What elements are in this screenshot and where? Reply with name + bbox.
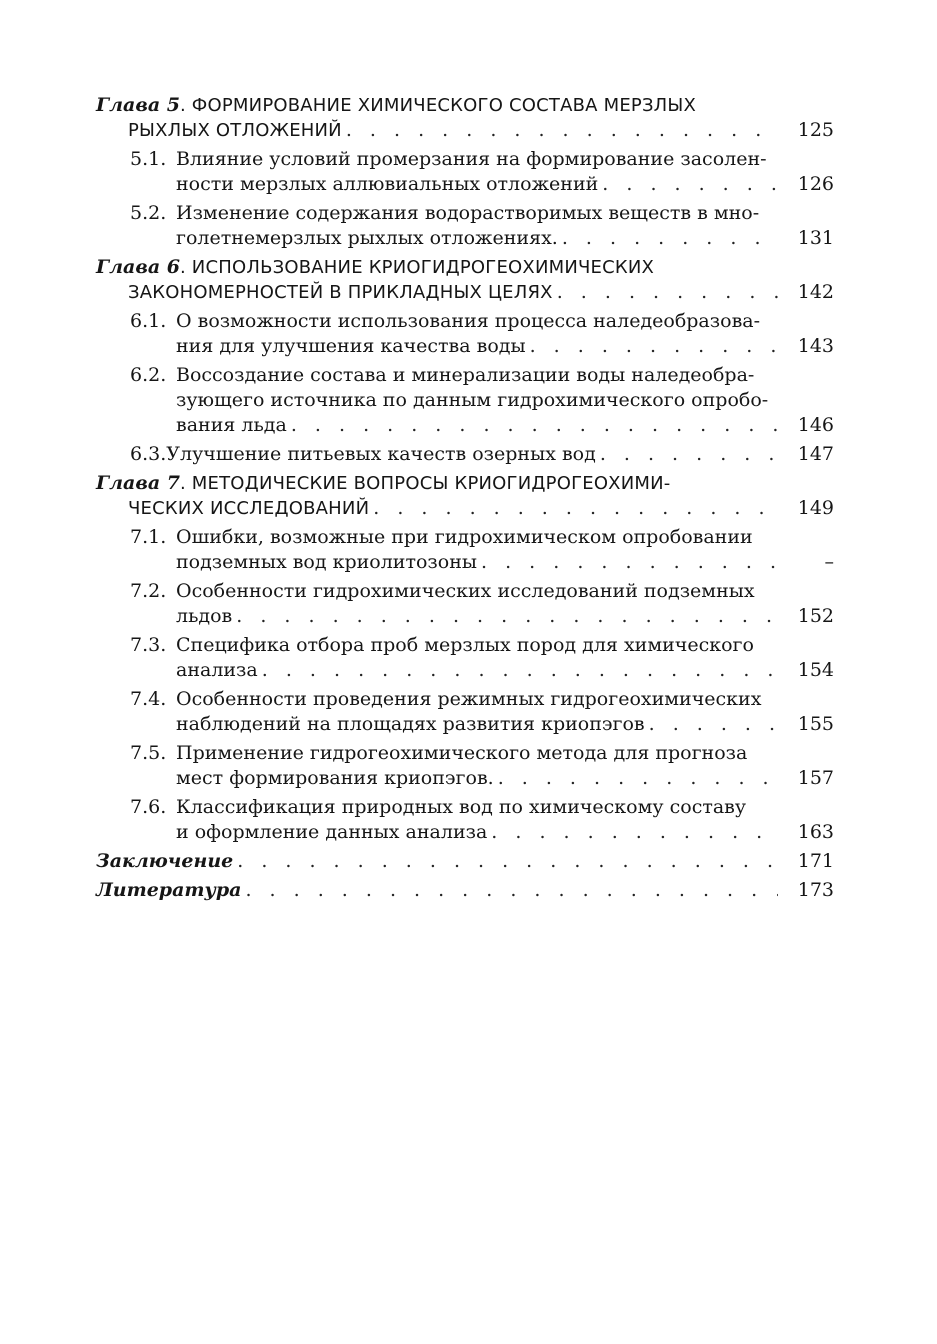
- section-number: 5.1.: [130, 148, 167, 170]
- section-title-cont: ния для улучшения качества воды: [176, 335, 526, 357]
- toc-section-7-6: [96, 795, 834, 845]
- section-title-cont: льдов: [176, 605, 233, 627]
- toc-section-7-3: [96, 633, 834, 683]
- section-title: Ошибки, возможные при гидрохимическом опробовании: [176, 526, 753, 548]
- page-number: –: [824, 551, 834, 573]
- toc-section-7-4: [96, 687, 834, 737]
- chapter-title-cont: ЧЕСКИХ ИССЛЕДОВАНИЙ: [128, 498, 370, 519]
- chapter-title-cont: РЫХЛЫХ ОТЛОЖЕНИЙ: [128, 120, 342, 141]
- dot-leader: [602, 172, 778, 197]
- section-title: Изменение содержания водорастворимых веществ в мно-: [176, 202, 760, 224]
- section-number: 7.1.: [130, 526, 167, 548]
- section-title-cont: и оформление данных анализа: [176, 821, 488, 843]
- dot-leader: [600, 442, 778, 467]
- chapter-title: . МЕТОДИЧЕСКИЕ ВОПРОСЫ КРИОГИДРОГЕОХИМИ-: [179, 473, 671, 494]
- toc-conclusion: [96, 849, 834, 874]
- dot-leader: [491, 820, 778, 845]
- section-title: Особенности проведения режимных гидрогеохимических: [176, 688, 762, 710]
- section-title: Классификация природных вод по химическому составу: [176, 796, 747, 818]
- dot-leader: [291, 413, 778, 438]
- page-number: 152: [797, 605, 834, 627]
- toc-chapter-7: [96, 471, 834, 521]
- literature-label: Литература: [96, 879, 242, 901]
- page-number: 149: [797, 497, 834, 519]
- section-title: Применение гидрогеохимического метода для прогноза: [176, 742, 748, 764]
- section-number: 6.1.: [130, 310, 167, 332]
- dot-leader: [373, 496, 778, 521]
- page-number: 171: [797, 850, 834, 872]
- section-number: 7.6.: [130, 796, 167, 818]
- section-title: Особенности гидрохимических исследований подземных: [176, 580, 755, 602]
- toc-literature: [96, 878, 834, 903]
- dot-leader: [649, 712, 778, 737]
- page-number: 173: [797, 879, 834, 901]
- section-number: 6.2.: [130, 364, 167, 386]
- toc-section-6-1: [96, 309, 834, 359]
- chapter-label: Глава 5: [96, 94, 180, 116]
- section-title-cont: голетнемерзлых рыхлых отложениях.: [176, 227, 558, 249]
- toc-section-7-5: [96, 741, 834, 791]
- chapter-title-cont: ЗАКОНОМЕРНОСТЕЙ В ПРИКЛАДНЫХ ЦЕЛЯХ: [128, 282, 553, 303]
- page-number: 126: [797, 173, 834, 195]
- section-title-cont: наблюдений на площадях развития криопэгов: [176, 713, 645, 735]
- section-number: 7.5.: [130, 742, 167, 764]
- section-number: 5.2.: [130, 202, 167, 224]
- dot-leader: [562, 226, 778, 251]
- section-number: 7.2.: [130, 580, 167, 602]
- chapter-label: Глава 6: [96, 256, 180, 278]
- dot-leader: [245, 878, 778, 903]
- toc-chapter-5: [96, 93, 834, 143]
- page-number: 154: [797, 659, 834, 681]
- section-title: Влияние условий промерзания на формирование засолен-: [176, 148, 767, 170]
- section-title: О возможности использования процесса наледеобразова-: [176, 310, 761, 332]
- toc-section-6-2: [96, 363, 834, 438]
- dot-leader: [346, 118, 778, 143]
- chapter-title: . ИСПОЛЬЗОВАНИЕ КРИОГИДРОГЕОХИМИЧЕСКИХ: [179, 257, 655, 278]
- chapter-label: Глава 7: [96, 472, 180, 494]
- section-title-cont: мест формирования криопэгов.: [176, 767, 494, 789]
- page-number: 143: [797, 335, 834, 357]
- page-number: 125: [797, 119, 834, 141]
- section-title: Улучшение питьевых качеств озерных вод: [166, 443, 596, 465]
- table-of-contents: [96, 93, 834, 907]
- toc-section-7-2: [96, 579, 834, 629]
- dot-leader: [262, 658, 778, 683]
- toc-section-5-2: [96, 201, 834, 251]
- dot-leader: [481, 550, 778, 575]
- conclusion-label: Заключение: [96, 850, 234, 872]
- chapter-title: . ФОРМИРОВАНИЕ ХИМИЧЕСКОГО СОСТАВА МЕРЗЛЫХ: [179, 95, 697, 116]
- page-number: 142: [797, 281, 834, 303]
- section-title-cont: вания льда: [176, 414, 287, 436]
- page-number: 163: [797, 821, 834, 843]
- page-number: 157: [797, 767, 834, 789]
- section-title-cont: зующего источника по данным гидрохимического опробо-: [176, 389, 769, 411]
- dot-leader: [236, 604, 778, 629]
- section-title: Специфика отбора проб мерзлых пород для химического: [176, 634, 754, 656]
- dot-leader: [557, 280, 778, 305]
- page-number: 146: [797, 414, 834, 436]
- section-title-cont: анализа: [176, 659, 258, 681]
- toc-section-5-1: [96, 147, 834, 197]
- section-title: Воссоздание состава и минерализации воды наледеобра-: [176, 364, 755, 386]
- section-number: 6.3.: [130, 443, 167, 465]
- page-number: 131: [797, 227, 834, 249]
- dot-leader: [530, 334, 778, 359]
- section-number: 7.3.: [130, 634, 167, 656]
- dot-leader: [498, 766, 778, 791]
- toc-section-7-1: [96, 525, 834, 575]
- toc-chapter-6: [96, 255, 834, 305]
- page-number: 155: [797, 713, 834, 735]
- toc-section-6-3: [96, 442, 834, 467]
- page-number: 147: [797, 443, 834, 465]
- section-title-cont: ности мерзлых аллювиальных отложений: [176, 173, 599, 195]
- dot-leader: [237, 849, 778, 874]
- section-number: 7.4.: [130, 688, 167, 710]
- section-title-cont: подземных вод криолитозоны: [176, 551, 478, 573]
